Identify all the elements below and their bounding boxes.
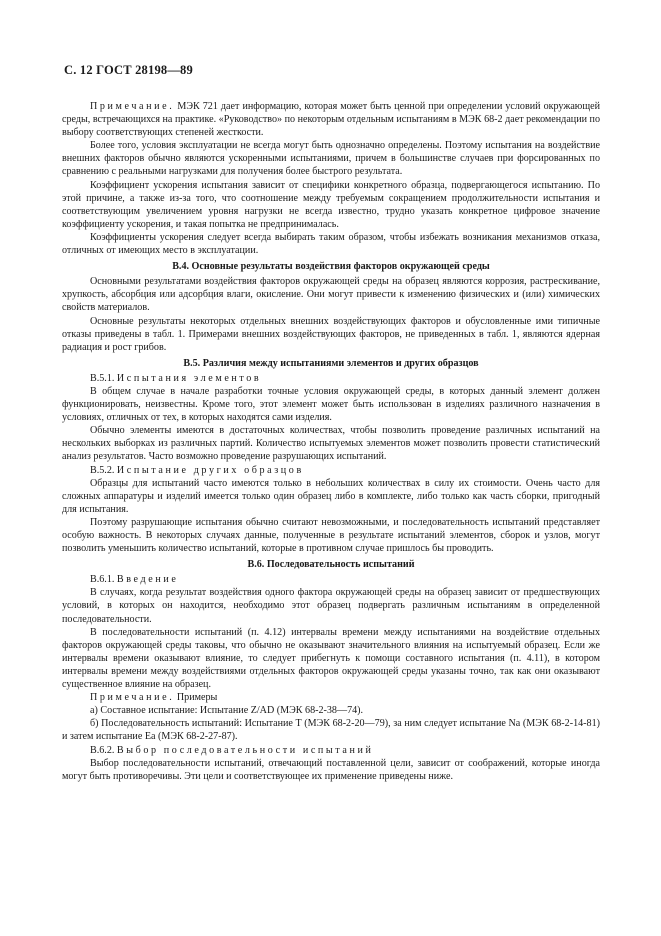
paragraph: В последовательности испытаний (п. 4.12) интервалы времени между испытаниями на воздействие отдельных факторов окружающей среды таковы, что обычно не оказывают значительного влияния на испытуемый образец. Если же интервалы времени оказывают влияние, то следует прибегнуть к помощи составного испытания (п. 4.11), в котором интервалы времени между воздействиями отдельных факторов окружающей среды указаны точно, так как они оказывают существенное влияние на образец. bbox=[62, 626, 600, 691]
paragraph: Образцы для испытаний часто имеются только в небольших количествах в силу их стоимости. Очень часто для сложных аппаратуры и изделий имеется только один образец либо в комплекте, либо только как часть сборки, пригодный для испытания. bbox=[62, 477, 600, 515]
note-text: МЭК 721 дает информацию, которая может быть ценной при определении условий окружающей среды, встречающихся на практике. «Руководство» по некоторым отдельным испытаниям в МЭК 68-2 дает рекомендации по выбору соответствующих степеней жесткости. bbox=[62, 101, 600, 139]
note-paragraph bbox=[62, 100, 600, 139]
subsection-number: В.5.1. bbox=[90, 372, 117, 384]
note-text: Примеры bbox=[174, 692, 218, 704]
note-label: Примечание. bbox=[90, 692, 175, 704]
subsection-title: Выбор последовательности испытаний bbox=[116, 744, 374, 756]
subsection-heading-b51 bbox=[62, 372, 600, 385]
subsection-title: Испытания элементов bbox=[116, 372, 262, 384]
paragraph: В общем случае в начале разработки точные условия окружающей среды, в которых данный элемент должен функционировать, неизвестны. Кроме того, этот элемент может быть использован в изделиях различного назначения в условиях, отличных от тех, в которых находятся сами изделия. bbox=[62, 385, 600, 424]
page-header: С. 12 ГОСТ 28198—89 bbox=[64, 63, 193, 77]
paragraph: Поэтому разрушающие испытания обычно считают невозможными, и последовательность испытаний представляет особую важность. В некоторых случаях данные, полученные в результате испытаний элементов, сборок и узлов, могут позволить уменьшить количество испытаний, которые в противном случае пришлось бы проводить. bbox=[62, 516, 600, 555]
section-heading-b6: В.6. Последовательность испытаний bbox=[247, 559, 415, 571]
paragraph: Коэффициенты ускорения следует всегда выбирать таким образом, чтобы избежать возникания механизмов отказа, отличных от имеющих место в эксплуатации. bbox=[62, 231, 600, 257]
subsection-number: В.5.2. bbox=[90, 464, 117, 476]
example-item: б) Последовательность испытаний: Испытание Т (МЭК 68-2-20—79), за ним следует испытание Na (МЭК 68-2-14-81) и затем испытание Ea (МЭК 68-2-27-87). bbox=[62, 718, 600, 743]
subsection-heading-b61 bbox=[62, 573, 600, 586]
paragraph: Более того, условия эксплуатации не всегда могут быть однозначно определены. Поэтому испытания на воздействие внешних факторов обычно являются ускоренными испытаниями, причем в большинстве случаев при форсированных по сравнению с реальными нагрузками для получения более быстрого результата. bbox=[62, 140, 600, 178]
paragraph: Основные результаты некоторых отдельных внешних воздействующих факторов и обусловленные ими типичные отказы приведены в табл. 1. Примерами внешних воздействующих факторов, не приведенных в табл. 1, являются ядерная радиация и рост грибов. bbox=[62, 315, 600, 353]
document-body bbox=[62, 100, 600, 783]
paragraph: Выбор последовательности испытаний, отвечающий поставленной цели, зависит от соображений, которые иногда могут быть противоречивы. Эти цели и соответствующее их применение приведены ниже. bbox=[62, 757, 600, 782]
subsection-number: В.6.1. bbox=[90, 574, 117, 586]
paragraph: Обычно элементы имеются в достаточных количествах, чтобы позволить проведение различных испытаний на нескольких выборках из различных партий. Количество испытуемых элементов может позволить провести статистический анализ результатов. Часто возможно проведение разрушающих испытаний. bbox=[62, 425, 600, 463]
subsection-heading-b52 bbox=[62, 464, 600, 477]
subsection-heading-b62 bbox=[62, 744, 600, 757]
subsection-title: Введение bbox=[116, 574, 179, 586]
paragraph: Коэффициент ускорения испытания зависит от специфики конкретного образца, подвергающегося испытанию. По этой причине, а также из-за того, что соотношение между требуемым сокращением продолжительности испытания и соответствующим увеличением уровня нагрузки не всегда известно, трудно указать конкретное цифровое значение коэффициенту ускорения, и такая попытка не предпринималась. bbox=[62, 179, 600, 230]
section-heading-b4: В.4. Основные результаты воздействия факторов окружающей среды bbox=[172, 261, 490, 273]
paragraph: Основными результатами воздействия факторов окружающей среды на образец являются коррозия, растрескивание, хрупкость, абсорбция или адсорбция влаги, окисление. Они могут привести к изменению физических и (или) химических свойств материалов. bbox=[62, 276, 600, 314]
section-heading-b5: В.5. Различия между испытаниями элементов и других образцов bbox=[183, 357, 479, 369]
subsection-number: В.6.2. bbox=[90, 744, 117, 756]
example-item: а) Составное испытание: Испытание Z/AD (МЭК 68-2-38—74). bbox=[90, 705, 364, 717]
subsection-title: Испытание других образцов bbox=[116, 464, 304, 476]
note-paragraph bbox=[62, 691, 600, 704]
note-label: Примечание. bbox=[90, 101, 175, 112]
paragraph: В случаях, когда результат воздействия одного фактора окружающей среды на образец зависит от предшествующих условий, в которых он находится, необходимо этот образец подвергать различным испытаниям в определенной последовательности. bbox=[62, 587, 600, 625]
